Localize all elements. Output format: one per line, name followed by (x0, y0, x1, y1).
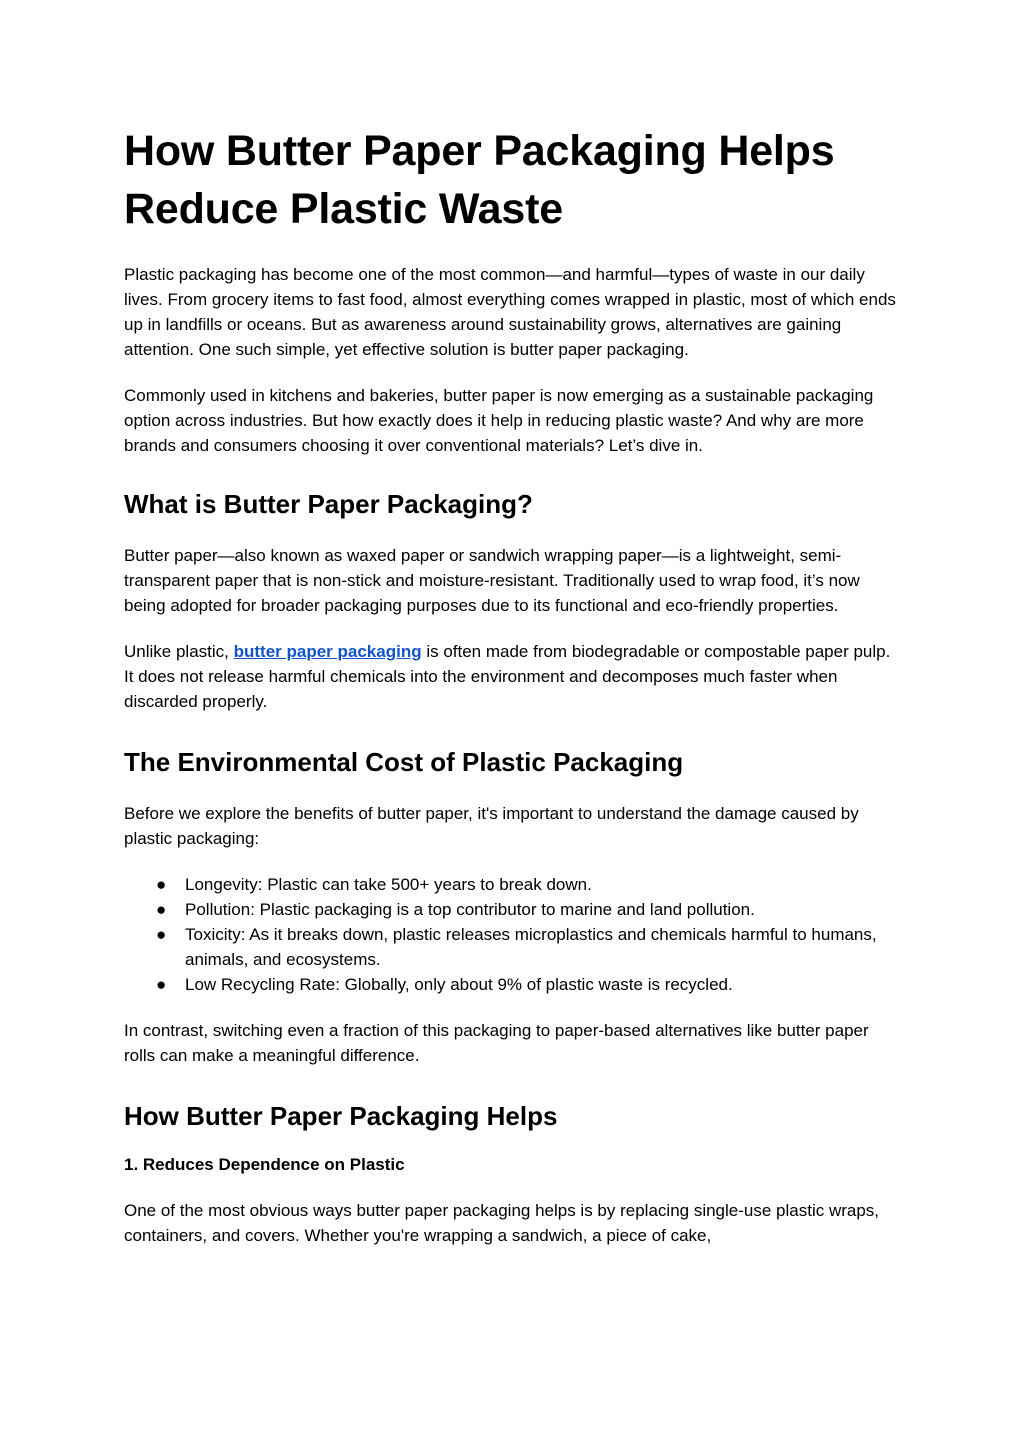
list-item (124, 922, 904, 972)
section-heading-how-it-helps: How Butter Paper Packaging Helps (124, 1101, 558, 1131)
intro-paragraph-2: Commonly used in kitchens and bakeries, butter paper is now emerging as a sustainable packaging option across industries. But how exactly does it help in reducing plastic waste? And why are more brands and consumers choosing it over conventional materials? Let’s dive in. (124, 386, 874, 455)
page-title: How Butter Paper Packaging Helps Reduce Plastic Waste (124, 127, 835, 233)
section-heading-environmental-cost: The Environmental Cost of Plastic Packaging (124, 747, 684, 777)
plastic-damage-list (124, 872, 904, 997)
document-page (124, 122, 904, 1248)
list-item-text: Longevity: Plastic can take 500+ years to break down. (185, 875, 592, 894)
what-is-paragraph-2-end: is often made from biodegradable or compostable paper pulp. It does not release harmful chemicals into the environment and decomposes much faster when discarded properly. (124, 642, 891, 711)
section-heading-what-is: What is Butter Paper Packaging? (124, 489, 533, 519)
list-item-text: Low Recycling Rate: Globally, only about 9% of plastic waste is recycled. (185, 975, 733, 994)
list-item (124, 897, 904, 922)
reduces-dependence-paragraph: One of the most obvious ways butter paper packaging helps is by replacing single-use plastic wraps, containers, and covers. Whether you're wrapping a sandwich, a piece of cake, (124, 1201, 880, 1245)
what-is-paragraph-2 (124, 639, 904, 714)
list-item (124, 872, 904, 897)
intro-paragraph-1: Plastic packaging has become one of the most common—and harmful—types of waste in our daily lives. From grocery items to fast food, almost everything comes wrapped in plastic, most of which ends up in landfills or oceans. But as awareness around sustainability grows, alternatives are gaining attention. One such simple, yet effective solution is butter paper packaging. (124, 265, 896, 359)
environmental-cost-conclusion: In contrast, switching even a fraction of this packaging to paper-based alternatives like butter paper rolls can make a meaningful difference. (124, 1021, 869, 1065)
bullet-icon: ● (156, 925, 167, 944)
list-item (124, 972, 904, 997)
what-is-paragraph-2-start: Unlike plastic, (124, 642, 234, 661)
list-item-text: Toxicity: As it breaks down, plastic releases microplastics and chemicals harmful to humans, animals, and ecosystems. (185, 925, 877, 969)
bullet-icon: ● (156, 900, 167, 919)
bullet-icon: ● (156, 875, 167, 894)
what-is-paragraph-1: Butter paper—also known as waxed paper or sandwich wrapping paper—is a lightweight, semi-transparent paper that is non-stick and moisture-resistant. Traditionally used to wrap food, it’s now being adopted for broader packaging purposes due to its functional and eco-friendly properties. (124, 546, 860, 615)
list-item-text: Pollution: Plastic packaging is a top contributor to marine and land pollution. (185, 900, 755, 919)
butter-paper-packaging-link[interactable]: butter paper packaging (233, 642, 422, 661)
bullet-icon: ● (156, 975, 167, 994)
environmental-cost-intro: Before we explore the benefits of butter paper, it's important to understand the damage caused by plastic packaging: (124, 804, 859, 848)
subheading-reduces-dependence: 1. Reduces Dependence on Plastic (124, 1155, 405, 1174)
